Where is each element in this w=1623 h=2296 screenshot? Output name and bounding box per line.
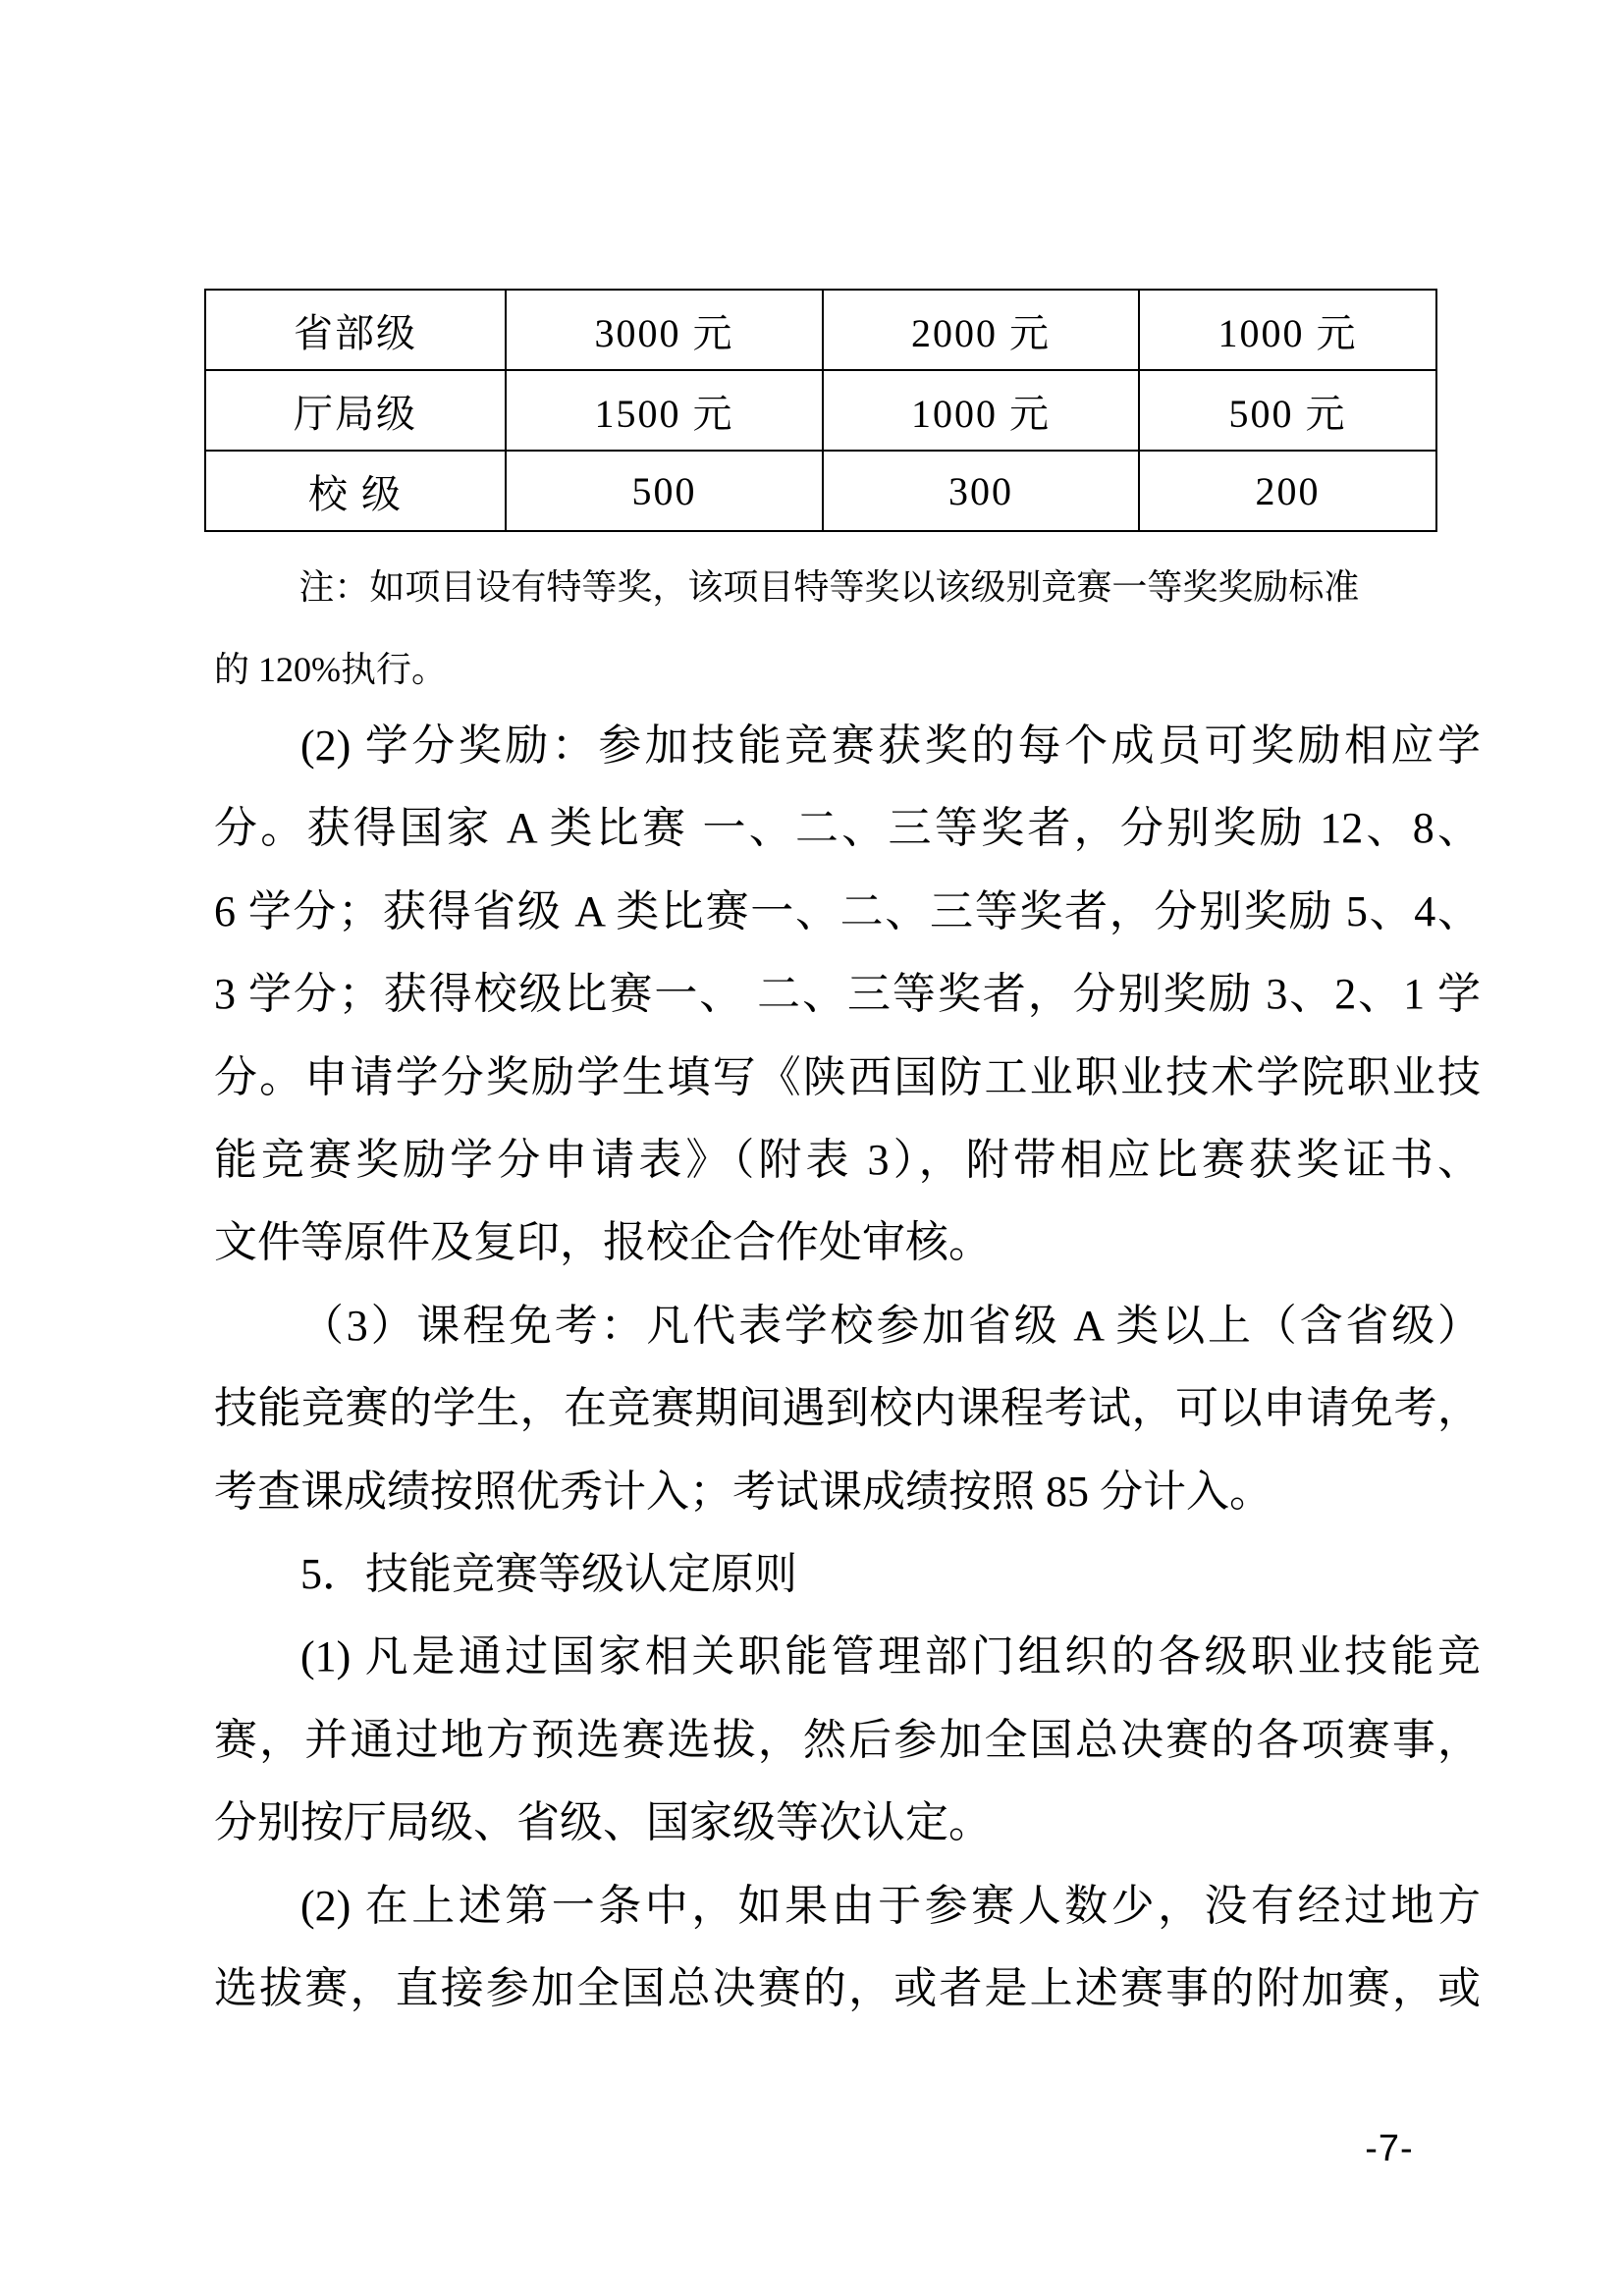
text-line: 赛，并通过地方预选赛选拔，然后参加全国总决赛的各项赛事，	[214, 1715, 1481, 1764]
reward-table-body	[205, 290, 1436, 531]
text-line: 选拔赛，直接参加全国总决赛的，或者是上述赛事的附加赛，或	[214, 1964, 1481, 2013]
text-line: 考查课成绩按照优秀计入；考试课成绩按照 85 分计入。	[214, 1467, 1272, 1516]
note-block	[214, 546, 1481, 711]
table-cell: 1500 元	[506, 370, 823, 451]
table-cell: 厅局级	[205, 370, 506, 451]
text-line: 分别按厅局级、省级、国家级等次认定。	[214, 1798, 992, 1847]
text-line: (2) 学分奖励：参加技能竞赛获奖的每个成员可奖励相应学	[300, 721, 1481, 770]
text-line: 能竞赛奖励学分申请表》（附表 3），附带相应比赛获奖证书、	[214, 1136, 1481, 1185]
text-line: (2) 在上述第一条中，如果由于参赛人数少，没有经过地方	[300, 1881, 1481, 1930]
table-row	[205, 451, 1436, 531]
table-cell: 省部级	[205, 290, 506, 370]
text-line: 3 学分；获得校级比赛一、 二、三等奖者，分别奖励 3、2、1 学	[214, 970, 1481, 1019]
table-row	[205, 370, 1436, 451]
table-cell: 1000 元	[1139, 290, 1436, 370]
text-line: 5．技能竞赛等级认定原则	[300, 1550, 797, 1599]
body-text-block	[214, 705, 1481, 2031]
text-line: 的 120%执行。	[214, 650, 447, 689]
table-cell: 200	[1139, 451, 1436, 531]
table-row	[205, 290, 1436, 370]
text-line: 注：如项目设有特等奖，该项目特等奖以该级别竞赛一等奖奖励标准	[298, 567, 1360, 607]
text-line: 6 学分；获得省级 A 类比赛一、二、三等奖者，分别奖励 5、4、	[214, 886, 1481, 935]
table-cell: 500 元	[1139, 370, 1436, 451]
table-cell: 3000 元	[506, 290, 823, 370]
text-line: 分。获得国家 A 类比赛 一、二、三等奖者，分别奖励 12、8、	[214, 804, 1481, 853]
text-line: 分。申请学分奖励学生填写《陕西国防工业职业技术学院职业技	[214, 1052, 1481, 1101]
page-number: -7-	[1365, 2128, 1414, 2169]
text-line: （3）课程免考：凡代表学校参加省级 A 类以上（含省级）	[300, 1301, 1481, 1350]
table-cell: 1000 元	[823, 370, 1139, 451]
table-cell: 300	[823, 451, 1139, 531]
table-cell: 2000 元	[823, 290, 1139, 370]
text-line: 文件等原件及复印，报校企合作处审核。	[214, 1218, 992, 1267]
table-cell: 500	[506, 451, 823, 531]
text-line: (1) 凡是通过国家相关职能管理部门组织的各级职业技能竞	[300, 1632, 1481, 1682]
text-line: 技能竞赛的学生，在竞赛期间遇到校内课程考试，可以申请免考，	[214, 1384, 1481, 1433]
table-cell: 校 级	[205, 451, 506, 531]
reward-table	[204, 289, 1437, 532]
